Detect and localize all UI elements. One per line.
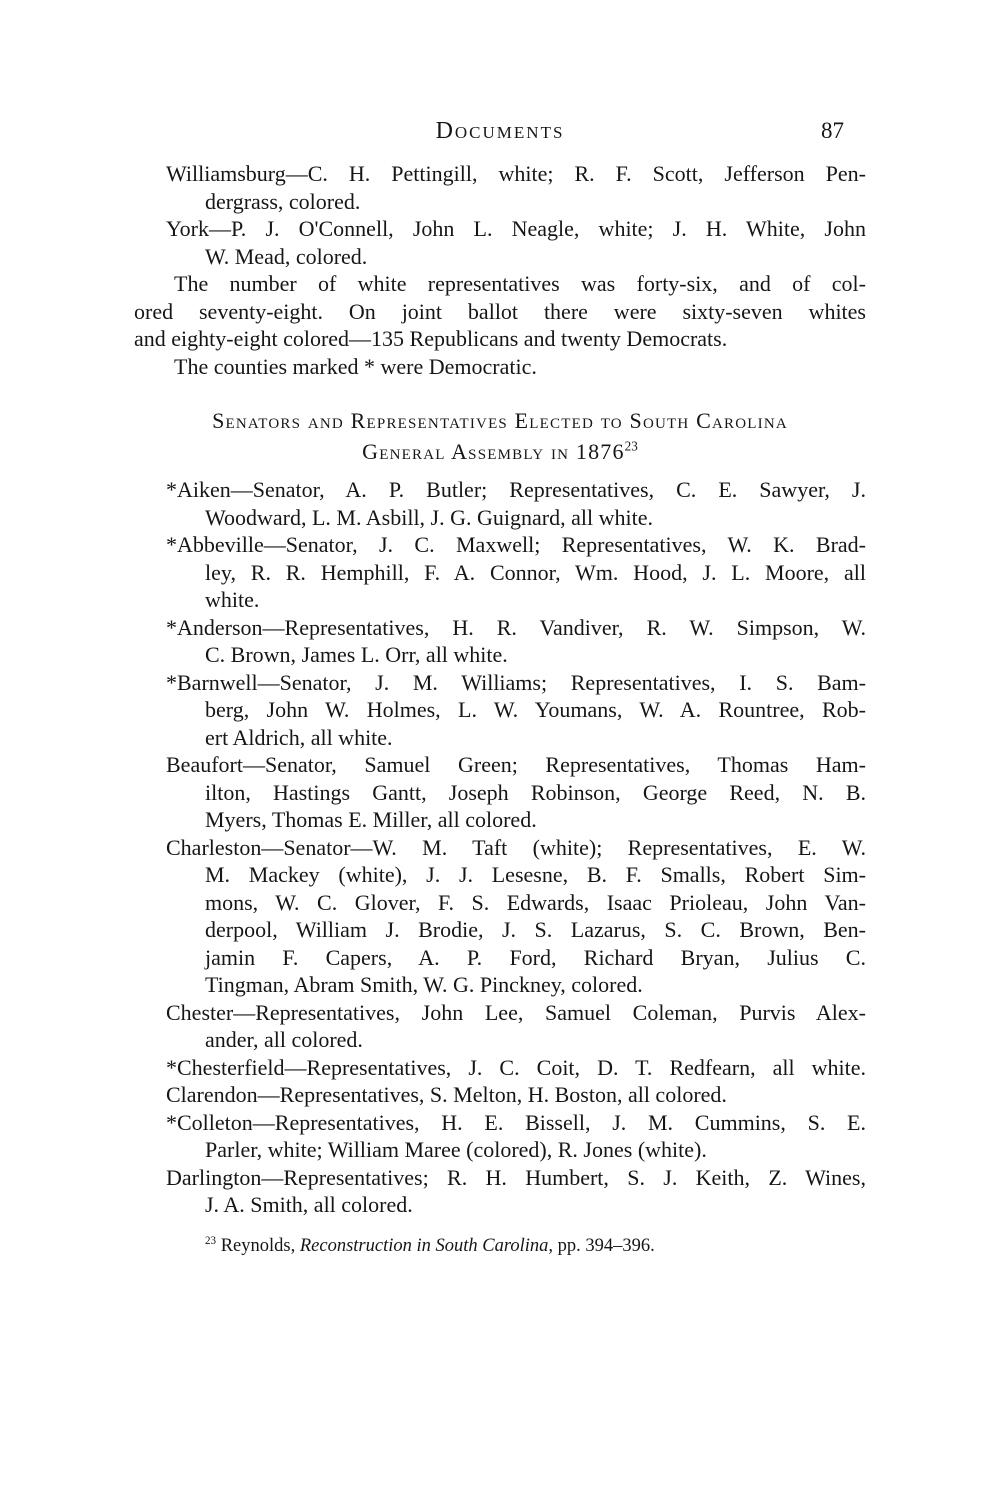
county-entry: [134, 614, 866, 669]
text-line: *Barnwell—Senator, J. M. Williams; Representatives, I. S. Bam-: [166, 669, 866, 695]
county-entry: [134, 669, 866, 752]
footnote-book-title: Reconstruction in South Carolina,: [299, 1235, 554, 1256]
text-line: York—P. J. O'Connell, John L. Neagle, white; J. H. White, John: [166, 216, 866, 241]
intro-entry-list: [134, 160, 866, 270]
text-line: ley, R. R. Hemphill, F. A. Connor, Wm. Hood, J. L. Moore, all: [205, 559, 866, 585]
county-entry: [134, 1109, 866, 1164]
county-entry: [134, 476, 866, 531]
footnote-author: Reynolds,: [220, 1235, 300, 1256]
text-line: ilton, Hastings Gantt, Joseph Robinson, George Reed, N. B.: [205, 779, 866, 805]
text-line: Myers, Thomas E. Miller, all colored.: [205, 807, 537, 832]
section-heading-line2: [134, 436, 866, 467]
county-entry: [134, 834, 866, 999]
body-paragraphs: [134, 270, 866, 380]
county-entry-list: [134, 476, 866, 1219]
page-title: Documents: [435, 118, 565, 144]
county-entry: [134, 531, 866, 614]
section-heading-line2-text: General Assembly in 1876: [362, 439, 625, 464]
delegation-entry: [134, 215, 866, 270]
text-line: *Abbeville—Senator, J. C. Maxwell; Representatives, W. K. Brad-: [166, 532, 866, 557]
footnote: [205, 1234, 866, 1258]
page-header: [134, 116, 866, 146]
county-entry: [134, 1081, 866, 1109]
text-line: Parler, white; William Maree (colored), R. Jones (white).: [205, 1137, 707, 1162]
text-line: Chester—Representatives, John Lee, Samuel Coleman, Purvis Alex-: [166, 999, 866, 1025]
text-line: The counties marked * were Democratic.: [174, 353, 537, 379]
text-line: and eighty-eight colored—135 Republicans and twenty Democrats.: [134, 326, 728, 351]
county-entry: [134, 999, 866, 1054]
section-heading: [134, 405, 866, 467]
footnote-reference-marker: 23: [624, 438, 638, 454]
text-line: ander, all colored.: [205, 1027, 363, 1052]
text-line: J. A. Smith, all colored.: [205, 1192, 413, 1217]
text-line: derpool, William J. Brodie, J. S. Lazarus, S. C. Brown, Ben-: [205, 917, 866, 942]
section-heading-line1: Senators and Representatives Elected to South Carolina: [212, 408, 788, 433]
footnote-pages: pp. 394–396.: [553, 1235, 655, 1256]
county-entry: [134, 1054, 866, 1082]
page-body: [134, 160, 866, 1258]
body-paragraph: [134, 270, 866, 353]
text-line: C. Brown, James L. Orr, all white.: [205, 642, 508, 667]
text-line: W. Mead, colored.: [205, 243, 368, 269]
county-entry: [134, 751, 866, 834]
text-line: *Aiken—Senator, A. P. Butler; Representatives, C. E. Sawyer, J.: [166, 477, 866, 502]
text-line: white.: [205, 587, 260, 612]
delegation-entry: [134, 160, 866, 215]
text-line: Williamsburg—C. H. Pettingill, white; R. F. Scott, Jefferson Pen-: [166, 161, 866, 186]
text-line: Clarendon—Representatives, S. Melton, H. Boston, all colored.: [166, 1082, 727, 1107]
text-line: The number of white representatives was forty-six, and of col-: [174, 271, 866, 296]
text-line: Woodward, L. M. Asbill, J. G. Guignard, all white.: [205, 504, 653, 530]
text-line: ert Aldrich, all white.: [205, 724, 393, 750]
text-line: mons, W. C. Glover, F. S. Edwards, Isaac Prioleau, John Van-: [205, 889, 866, 915]
text-line: M. Mackey (white), J. J. Lesesne, B. F. Smalls, Robert Sim-: [205, 862, 866, 887]
text-line: *Colleton—Representatives, H. E. Bissell, J. M. Cummins, S. E.: [166, 1109, 866, 1135]
body-paragraph: [134, 353, 866, 381]
text-line: jamin F. Capers, A. P. Ford, Richard Bryan, Julius C.: [205, 944, 866, 970]
text-line: *Anderson—Representatives, H. R. Vandiver, R. W. Simpson, W.: [166, 614, 866, 640]
text-line: berg, John W. Holmes, L. W. Youmans, W. A. Rountree, Rob-: [205, 697, 866, 722]
text-line: Beaufort—Senator, Samuel Green; Representatives, Thomas Ham-: [166, 752, 866, 777]
text-line: dergrass, colored.: [205, 188, 361, 214]
text-line: ored seventy-eight. On joint ballot there were sixty-seven whites: [134, 298, 866, 324]
footnote-number: 23: [205, 1234, 217, 1247]
page-number: 87: [821, 118, 844, 143]
text-line: *Chesterfield—Representatives, J. C. Coit, D. T. Redfearn, all white.: [166, 1054, 866, 1080]
county-entry: [134, 1164, 866, 1219]
text-line: Tingman, Abram Smith, W. G. Pinckney, colored.: [205, 972, 643, 997]
text-line: Charleston—Senator—W. M. Taft (white); Representatives, E. W.: [166, 834, 866, 860]
text-line: Darlington—Representatives; R. H. Humbert, S. J. Keith, Z. Wines,: [166, 1164, 866, 1190]
